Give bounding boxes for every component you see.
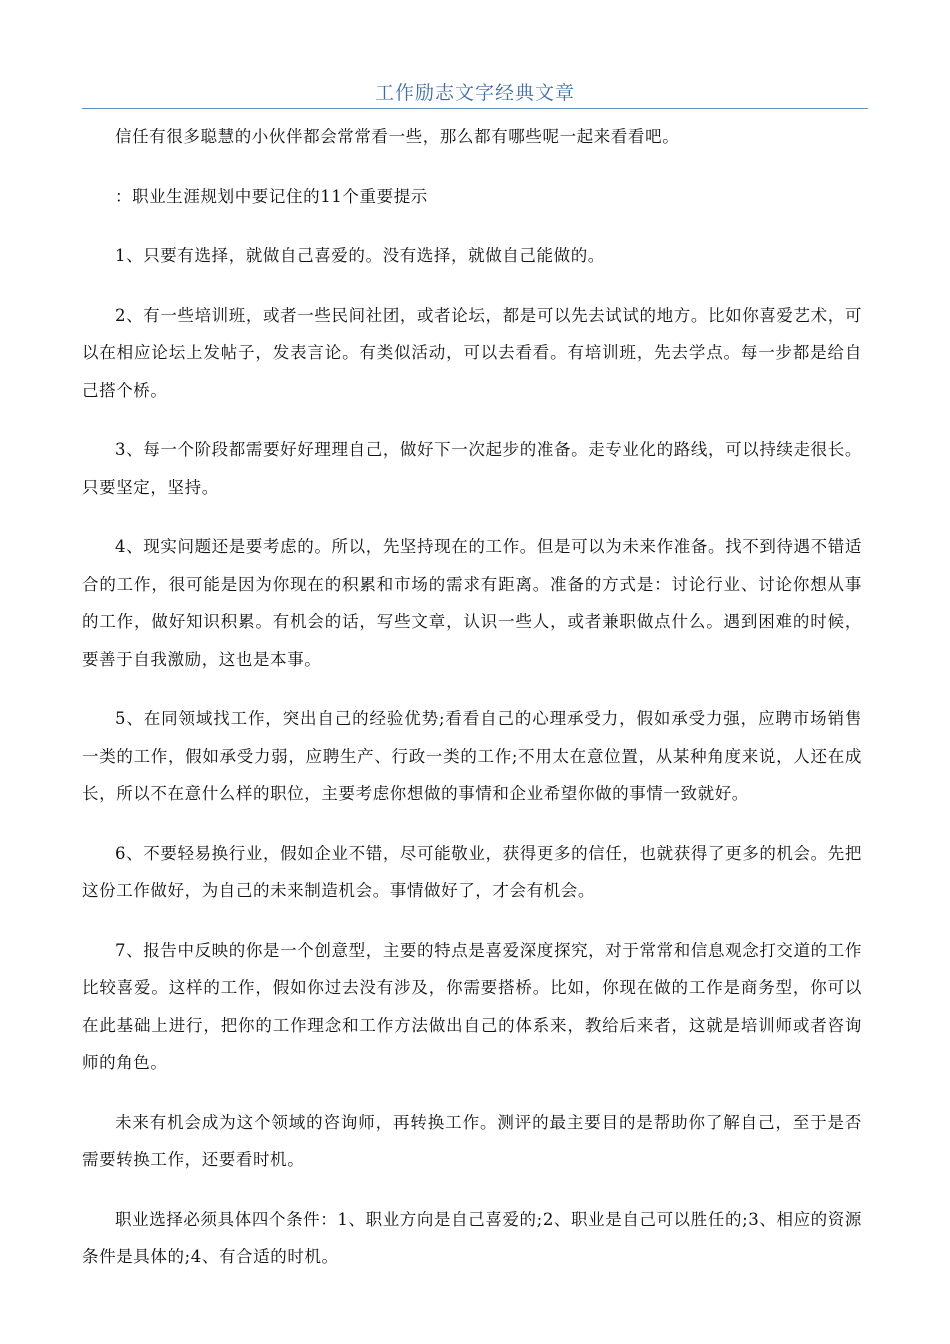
document-title: 工作励志文字经典文章: [374, 82, 575, 104]
paragraph-heading: ：职业生涯规划中要记住的11个重要提示: [115, 186, 428, 206]
page-header: [82, 78, 868, 109]
paragraph-tip-1: 1、只要有选择，就做自己喜爱的。没有选择，就做自己能做的。: [115, 246, 605, 265]
paragraph-intro: 信任有很多聪慧的小伙伴都会常常看一些，那么都有哪些呢一起来看看吧。: [115, 127, 680, 146]
paragraph-tip-4: 4、现实问题还是要考虑的。所以，先坚持现在的工作。但是可以为未来作准备。找不到待遇不错适合的工作，很可能是因为你现在的积累和市场的需求有距离。准备的方式是：讨论行业、讨论你想从事的工作，做好知识积累。有机会的话，写些文章，认识一些人，或者兼职做点什么。遇到困难的时候，要善于自我激励，这也是本事。: [82, 537, 862, 669]
document-body: [82, 118, 862, 1298]
paragraph-tip-3: 3、每一个阶段都需要好好理理自己，做好下一次起步的准备。走专业化的路线，可以持续走很长。只要坚定，坚持。: [82, 440, 862, 497]
paragraph-tip-7: 7、报告中反映的你是一个创意型，主要的特点是喜爱深度探究，对于常常和信息观念打交道的工作比较喜爱。这样的工作，假如你过去没有涉及，你需要搭桥。比如，你现在做的工作是商务型，你可以在此基础上进行，把你的工作理念和工作方法做出自己的体系来，教给后来者，这就是培训师或者咨询师的角色。: [82, 940, 862, 1072]
paragraph-conditions: 职业选择必须具体四个条件：1、职业方向是自己喜爱的;2、职业是自己可以胜任的;3、相应的资源条件是具体的;4、有合适的时机。: [82, 1209, 862, 1266]
paragraph-tip-2: 2、有一些培训班，或者一些民间社团，或者论坛，都是可以先去试试的地方。比如你喜爱艺术，可以在相应论坛上发帖子，发表言论。有类似活动，可以去看看。有培训班，先去学点。每一步都是给自己搭个桥。: [82, 305, 862, 400]
paragraph-tip-6: 6、不要轻易换行业，假如企业不错，尽可能敬业，获得更多的信任，也就获得了更多的机会。先把这份工作做好，为自己的未来制造机会。事情做好了，才会有机会。: [82, 843, 862, 900]
paragraph-tip-5: 5、在同领域找工作，突出自己的经验优势;看看自己的心理承受力，假如承受力强，应聘市场销售一类的工作，假如承受力弱，应聘生产、行政一类的工作;不用太在意位置，从某种角度来说，人还在成长，所以不在意什么样的职位，主要考虑你想做的事情和企业希望你做的事情一致就好。: [82, 709, 862, 803]
paragraph-future: 未来有机会成为这个领域的咨询师，再转换工作。测评的最主要目的是帮助你了解自己，至于是否需要转换工作，还要看时机。: [82, 1112, 862, 1169]
